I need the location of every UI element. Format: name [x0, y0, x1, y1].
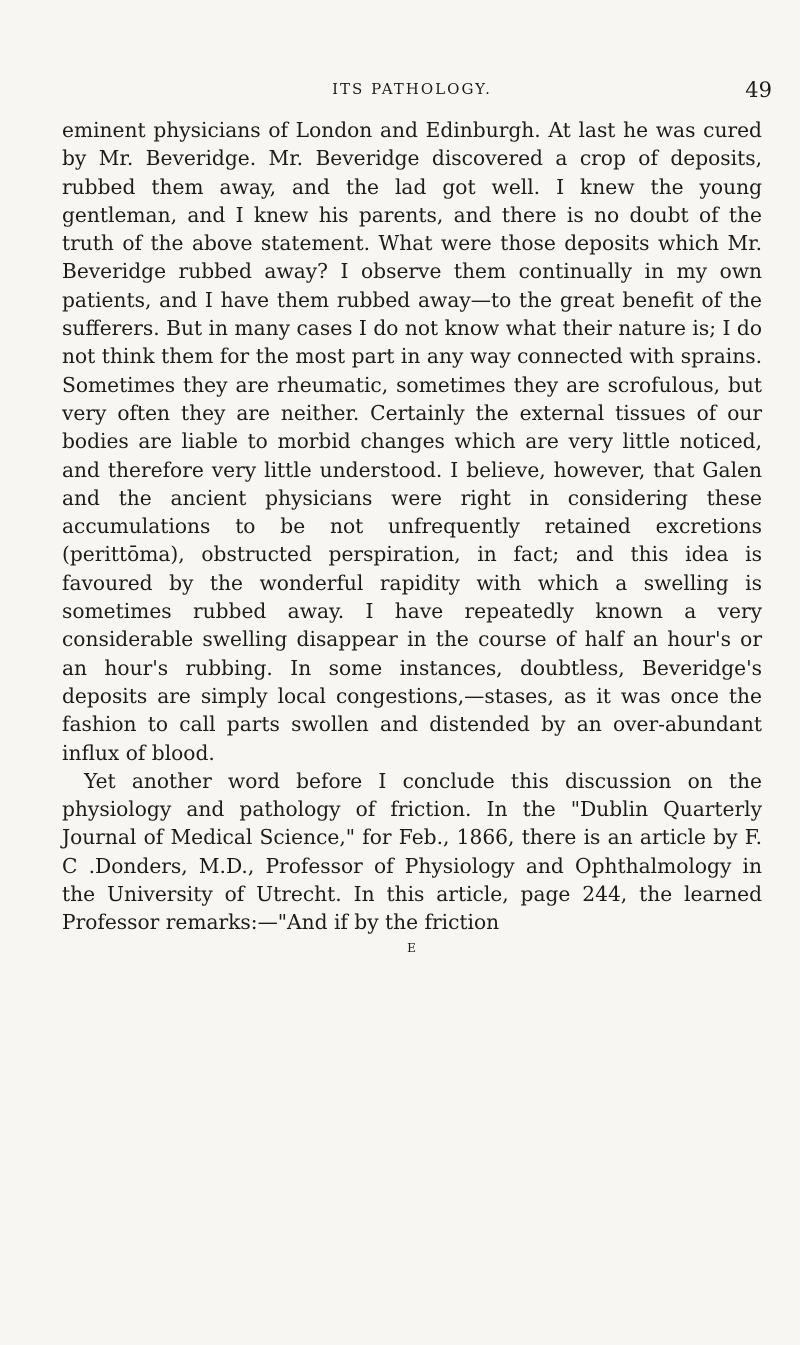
- running-title: ITS PATHOLOGY.: [332, 80, 492, 98]
- body-text: [62, 116, 762, 937]
- paragraph-1: eminent physicians of London and Edinburgh. At last he was cured by Mr. Beveridge. Mr. Beveridge discovered a crop of deposits, rubbed them away, and the lad got well. I knew the young gentleman, and I knew his parents, and there is no doubt of the truth of the above statement. What were those deposits which Mr. Beveridge rubbed away? I observe them continually in my own patients, and I have them rubbed away—to the great benefit of the sufferers. But in many cases I do not know what their nature is; I do not think them for the most part in any way connected with sprains. Sometimes they are rheumatic, sometimes they are scrofulous, but very often they are neither. Certainly the external tissues of our bodies are liable to morbid changes which are very little noticed, and therefore very little understood. I believe, however, that Galen and the ancient physicians were right in considering these accumulations to be not unfrequently retained excretions (perittōma), obstructed perspiration, in fact; and this idea is favoured by the wonderful rapidity with which a swelling is sometimes rubbed away. I have repeatedly known a very considerable swelling disappear in the course of half an hour's or an hour's rubbing. In some instances, doubtless, Beveridge's deposits are simply local congestions,—stases, as it was once the fashion to call parts swollen and distended by an over-abundant influx of blood.: [62, 118, 762, 765]
- page-number: 49: [745, 78, 772, 102]
- running-head: [62, 78, 772, 108]
- book-page: [62, 78, 772, 955]
- signature-mark: E: [407, 940, 417, 955]
- paragraph-2: Yet another word before I conclude this discussion on the physiology and pathology of friction. In the "Dublin Quarterly Journal of Medical Science," for Feb., 1866, there is an article by F. C .Donders, M.D., Professor of Physiology and Ophthalmology in the University of Utrecht. In this article, page 244, the learned Professor remarks:—"And if by the friction: [62, 768, 762, 935]
